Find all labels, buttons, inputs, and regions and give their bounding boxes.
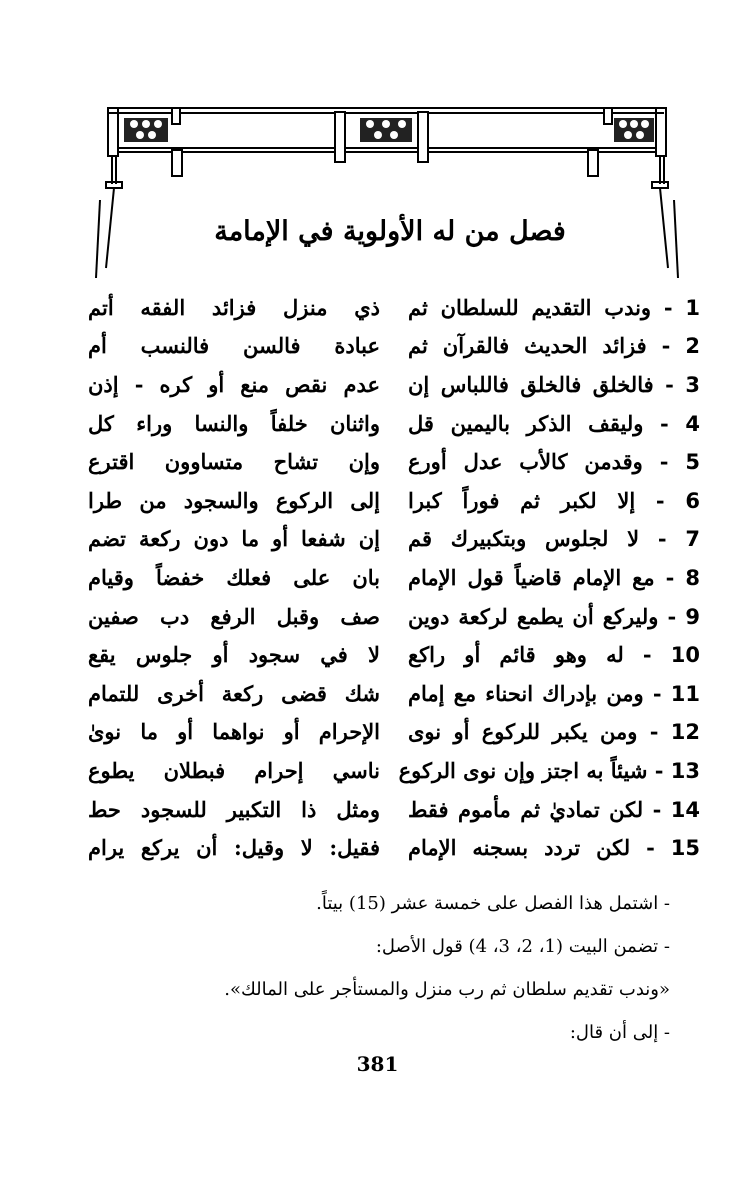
verse-second-hemistich: ومثل ذا التكبير للسجود حط xyxy=(88,796,380,822)
verse-second-hemistich: شك قضى ركعة أخرى للتمام xyxy=(88,680,380,706)
verse-second-hemistich: ناسي إحرام فبطلان يطوع xyxy=(88,757,380,783)
verse-first-text: - فالخلق فالخلق فاللباس إن xyxy=(408,371,674,397)
verse-number: 7 xyxy=(685,527,700,552)
verse-number: 1 xyxy=(685,295,701,320)
quote-line: «وندب تقديم سلطان ثم رب منزل والمستأجر على المالك». xyxy=(224,979,670,1000)
verse-first-text: - لكن تماديٰ ثم مأموم فقط xyxy=(408,796,662,822)
verse-first-hemistich xyxy=(398,757,700,783)
verse-first-hemistich xyxy=(408,526,700,551)
verse-row xyxy=(88,713,700,752)
verse-first-text: - لكن تردد بسجنه الإمام xyxy=(408,835,655,861)
verse-row xyxy=(88,828,700,867)
verse-number: 11 xyxy=(670,681,701,706)
verse-first-text: - وقدمن كالأب عدل أورع xyxy=(408,449,669,475)
verse-row xyxy=(88,520,700,559)
verse-second-hemistich: عدم نقص منع أو كره - إذن xyxy=(88,371,380,397)
ornament-right xyxy=(614,118,654,142)
verse-first-hemistich xyxy=(408,681,700,706)
verse-first-text: - وليركع أن يطمع لركعة دوين xyxy=(408,603,677,629)
verse-first-hemistich xyxy=(408,295,700,320)
verse-number: 6 xyxy=(685,488,700,513)
verse-first-text: - ومن يكبر للركوع أو نوى xyxy=(408,719,659,745)
verse-row xyxy=(88,597,700,636)
verse-second-hemistich: فقيل: لا وقيل: أن يركع يرام xyxy=(88,835,380,861)
verse-first-text: - وليقف الذكر باليمين قل xyxy=(408,410,669,436)
verse-first-text: - إلا لكبر ثم فوراً كبرا xyxy=(408,487,665,513)
verse-second-hemistich: بان على فعلك خفضاً وقيام xyxy=(88,564,380,590)
verse-first-hemistich xyxy=(408,411,700,436)
verse-first-hemistich xyxy=(408,835,700,860)
poem xyxy=(88,288,700,867)
verse-row xyxy=(88,481,700,520)
page-number: 381 xyxy=(356,1052,399,1076)
verse-number: 9 xyxy=(685,604,701,629)
verse-second-hemistich: إن شفعا أو ما دون ركعة تضم xyxy=(88,526,380,552)
note-line: - إلى أن قال: xyxy=(569,1022,670,1043)
verse-first-hemistich xyxy=(408,604,700,629)
verse-number: 12 xyxy=(670,720,701,745)
verse-number: 13 xyxy=(670,758,700,783)
verse-first-hemistich xyxy=(408,719,700,744)
verse-row xyxy=(88,635,700,674)
verse-row xyxy=(88,327,700,366)
verse-first-hemistich xyxy=(408,449,700,474)
verse-first-hemistich xyxy=(408,797,700,822)
notes xyxy=(130,882,670,1054)
verse-second-hemistich: عبادة فالسن فالنسب أم xyxy=(88,333,380,359)
verse-row xyxy=(88,790,700,829)
verse-number: 14 xyxy=(670,797,701,822)
verse-first-text: - لا لجلوس وبتكبيرك قم xyxy=(408,526,667,552)
verse-first-hemistich xyxy=(408,565,700,590)
verse-row xyxy=(88,365,700,404)
verse-second-hemistich: ذي منزل فزائد الفقه أتم xyxy=(88,294,380,320)
verse-first-text: - شيئاً به اجتز وإن نوى الركوع xyxy=(398,757,664,783)
verse-row xyxy=(88,751,700,790)
verse-second-hemistich: وإن تشاح متساوون اقترع xyxy=(88,449,380,475)
verse-first-hemistich xyxy=(408,372,700,397)
verse-row xyxy=(88,404,700,443)
verse-number: 5 xyxy=(685,450,701,475)
verse-first-text: - له وهو قائم أو راكع xyxy=(408,642,652,668)
verse-number: 8 xyxy=(685,565,701,590)
verse-first-hemistich xyxy=(408,333,700,358)
verse-first-text: - مع الإمام قاضياً قول الإمام xyxy=(408,564,675,590)
note-line: - تضمن البيت (1، 2، 3، 4) قول الأصل: xyxy=(375,936,670,957)
verse-first-hemistich xyxy=(408,642,700,667)
ornament-center xyxy=(360,118,412,142)
verse-number: 15 xyxy=(670,836,700,861)
verse-row xyxy=(88,288,700,327)
verse-first-text: - وندب التقديم للسلطان ثم xyxy=(408,294,673,320)
verse-first-hemistich xyxy=(408,488,700,513)
verse-second-hemistich: الإحرام أو نواهما أو ما نوىٰ xyxy=(88,719,380,745)
verse-row xyxy=(88,558,700,597)
verse-number: 2 xyxy=(685,334,701,359)
verse-number: 10 xyxy=(670,643,700,668)
verse-first-text: - فزائد الحديث فالقرآن ثم xyxy=(408,333,671,359)
verse-number: 3 xyxy=(685,372,701,397)
ornament-left xyxy=(124,118,168,142)
verse-second-hemistich: إلى الركوع والسجود من طرا xyxy=(88,487,380,513)
section-title: فصل من له الأولوية في الإمامة xyxy=(214,216,566,247)
verse-second-hemistich: صف وقبل الرفع دب صفين xyxy=(88,603,380,629)
ornamental-frame xyxy=(0,0,755,300)
verse-row xyxy=(88,442,700,481)
verse-second-hemistich: واثنان خلفاً والنسا وراء كل xyxy=(88,410,380,436)
verse-first-text: - ومن بإدراك انحناء مع إمام xyxy=(408,680,662,706)
note-line: - اشتمل هذا الفصل على خمسة عشر (15) بيتاً. xyxy=(316,893,670,914)
verse-number: 4 xyxy=(685,411,700,436)
verse-row xyxy=(88,674,700,713)
verse-second-hemistich: لا في سجود أو جلوس يقع xyxy=(88,642,380,668)
